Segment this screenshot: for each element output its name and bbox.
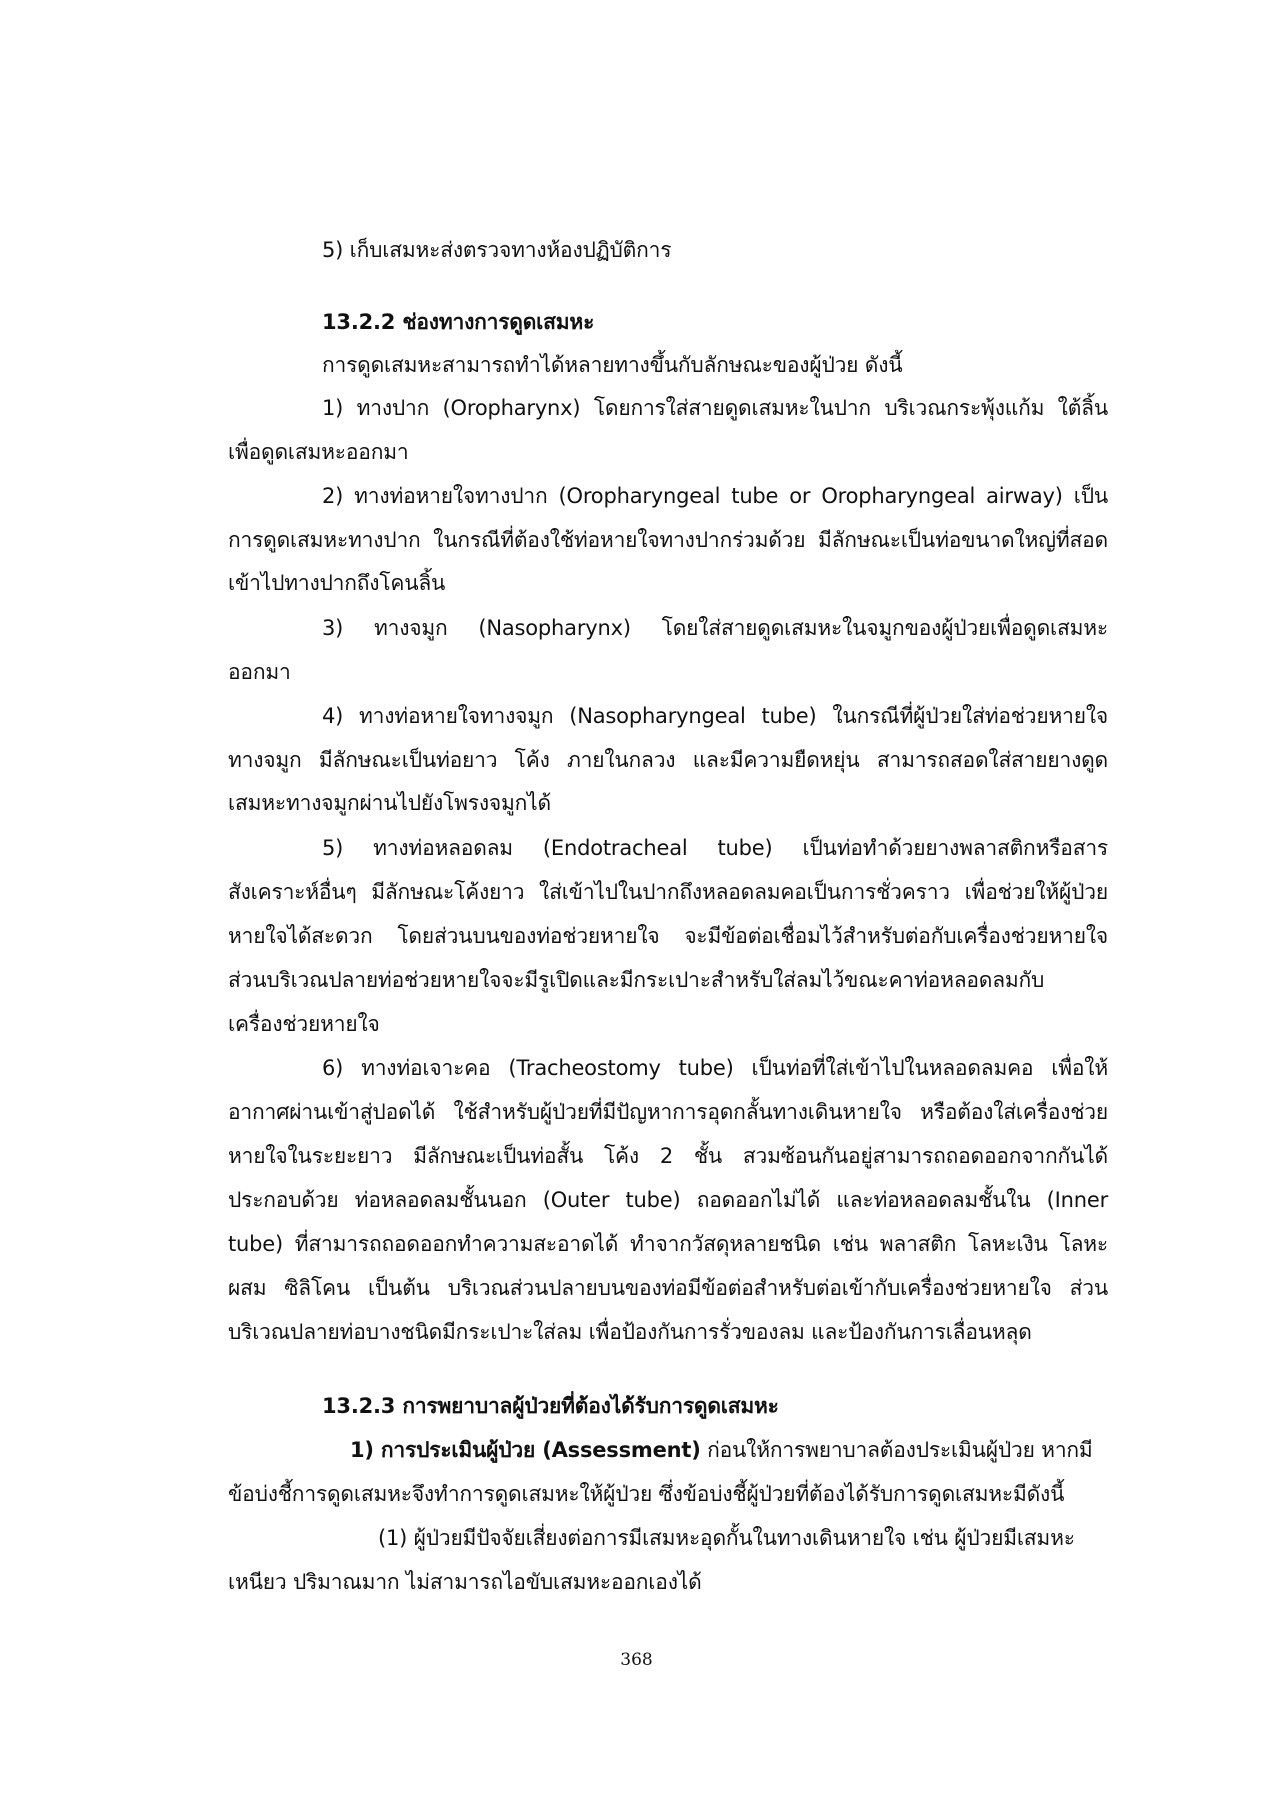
- assessment-heading: 1) การประเมินผู้ป่วย (Assessment): [350, 1438, 701, 1462]
- assessment-line: [350, 1433, 1108, 1467]
- list-item: 3) ทางจมูก (Nasopharynx) โดยใส่สายดูดเสมหะในจมูกของผู้ป่วยเพื่อดูดเสมหะ: [322, 616, 1108, 640]
- paragraph-line: ประกอบด้วย ท่อหลอดลมชั้นนอก (Outer tube) ถอดออกไม่ได้ และท่อหลอดลมชั้นใน (Inner: [228, 1188, 1108, 1212]
- paragraph-line: ผสม ซิลิโคน เป็นต้น บริเวณส่วนปลายบนของท่อมีข้อต่อสำหรับต่อเข้ากับเครื่องช่วยหายใจ ส่วน: [228, 1276, 1108, 1300]
- paragraph-line: เครื่องช่วยหายใจ: [228, 1012, 380, 1036]
- paragraph-line: เข้าไปทางปากถึงโคนลิ้น: [228, 571, 446, 595]
- paragraph-line: ส่วนบริเวณปลายท่อช่วยหายใจจะมีรูเปิดและมีกระเปาะสำหรับใส่ลมไว้ขณะคาท่อหลอดลมกับ: [228, 968, 1045, 992]
- paragraph-line: เพื่อดูดเสมหะออกมา: [228, 440, 409, 464]
- paragraph-line: หายใจได้สะดวก โดยส่วนบนของท่อช่วยหายใจ จะมีข้อต่อเชื่อมไว้สำหรับต่อกับเครื่องช่วยหายใจ: [228, 924, 1108, 948]
- section-heading: 13.2.3 การพยาบาลผู้ป่วยที่ต้องได้รับการดูดเสมหะ: [322, 1394, 779, 1418]
- list-item: (1) ผู้ป่วยมีปัจจัยเสี่ยงต่อการมีเสมหะอุดกั้นในทางเดินหายใจ เช่น ผู้ป่วยมีเสมหะ: [378, 1526, 1075, 1550]
- paragraph-line: ข้อบ่งชี้การดูดเสมหะจึงทำการดูดเสมหะให้ผู้ป่วย ซึ่งข้อบ่งชี้ผู้ป่วยที่ต้องได้รับการดูดเสมหะมีดังนี้: [228, 1482, 1065, 1506]
- list-item: 4) ทางท่อหายใจทางจมูก (Nasopharyngeal tube) ในกรณีที่ผู้ป่วยใส่ท่อช่วยหายใจ: [322, 704, 1108, 728]
- paragraph-line: ออกมา: [228, 660, 291, 684]
- list-item: 2) ทางท่อหายใจทางปาก (Oropharyngeal tube or Oropharyngeal airway) เป็น: [322, 484, 1108, 508]
- paragraph-line: การดูดเสมหะสามารถทำได้หลายทางขึ้นกับลักษณะของผู้ป่วย ดังนี้: [322, 353, 903, 377]
- paragraph-line: เสมหะทางจมูกผ่านไปยังโพรงจมูกได้: [228, 791, 551, 815]
- page-number: 368: [620, 1650, 653, 1670]
- paragraph-line: อากาศผ่านเข้าสู่ปอดได้ ใช้สำหรับผู้ป่วยที่มีปัญหาการอุดกลั้นทางเดินหายใจ หรือต้องใส่เครื่องช่วย: [228, 1100, 1108, 1124]
- list-item: 6) ทางท่อเจาะคอ (Tracheostomy tube) เป็นท่อที่ใส่เข้าไปในหลอดลมคอ เพื่อให้: [322, 1056, 1108, 1080]
- paragraph-line: tube) ที่สามารถถอดออกทำความสะอาดได้ ทำจากวัสดุหลายชนิด เช่น พลาสติก โลหะเงิน โลหะ: [228, 1232, 1108, 1256]
- paragraph-line: หายใจในระยะยาว มีลักษณะเป็นท่อสั้น โค้ง 2 ชั้น สวมซ้อนกันอยู่สามารถถอดออกจากกันได้: [228, 1144, 1108, 1168]
- section-heading: 13.2.2 ช่องทางการดูดเสมหะ: [322, 310, 595, 334]
- paragraph-line: ทางจมูก มีลักษณะเป็นท่อยาว โค้ง ภายในกลวง และมีความยืดหยุ่น สามารถสอดใส่สายยางดูด: [228, 748, 1108, 772]
- paragraph-line: การดูดเสมหะทางปาก ในกรณีที่ต้องใช้ท่อหายใจทางปากร่วมด้วย มีลักษณะเป็นท่อขนาดใหญ่ที่สอด: [228, 528, 1108, 552]
- list-item: 1) ทางปาก (Oropharynx) โดยการใส่สายดูดเสมหะในปาก บริเวณกระพุ้งแก้ม ใต้ลิ้น: [322, 396, 1108, 420]
- paragraph-line: เหนียว ปริมาณมาก ไม่สามารถไอขับเสมหะออกเองได้: [228, 1570, 702, 1594]
- paragraph-line: สังเคราะห์อื่นๆ มีลักษณะโค้งยาว ใส่เข้าไปในปากถึงหลอดลมคอเป็นการชั่วคราว เพื่อช่วยให้ผู้ป่วย: [228, 880, 1108, 904]
- list-item: 5) เก็บเสมหะส่งตรวจทางห้องปฏิบัติการ: [322, 238, 672, 262]
- list-item: 5) ทางท่อหลอดลม (Endotracheal tube) เป็นท่อทำด้วยยางพลาสติกหรือสาร: [322, 836, 1108, 860]
- paragraph-line: บริเวณปลายท่อบางชนิดมีกระเปาะใส่ลม เพื่อป้องกันการรั่วของลม และป้องกันการเลื่อนหลุด: [228, 1320, 1032, 1344]
- assessment-text: ก่อนให้การพยาบาลต้องประเมินผู้ป่วย หากมี: [700, 1438, 1093, 1462]
